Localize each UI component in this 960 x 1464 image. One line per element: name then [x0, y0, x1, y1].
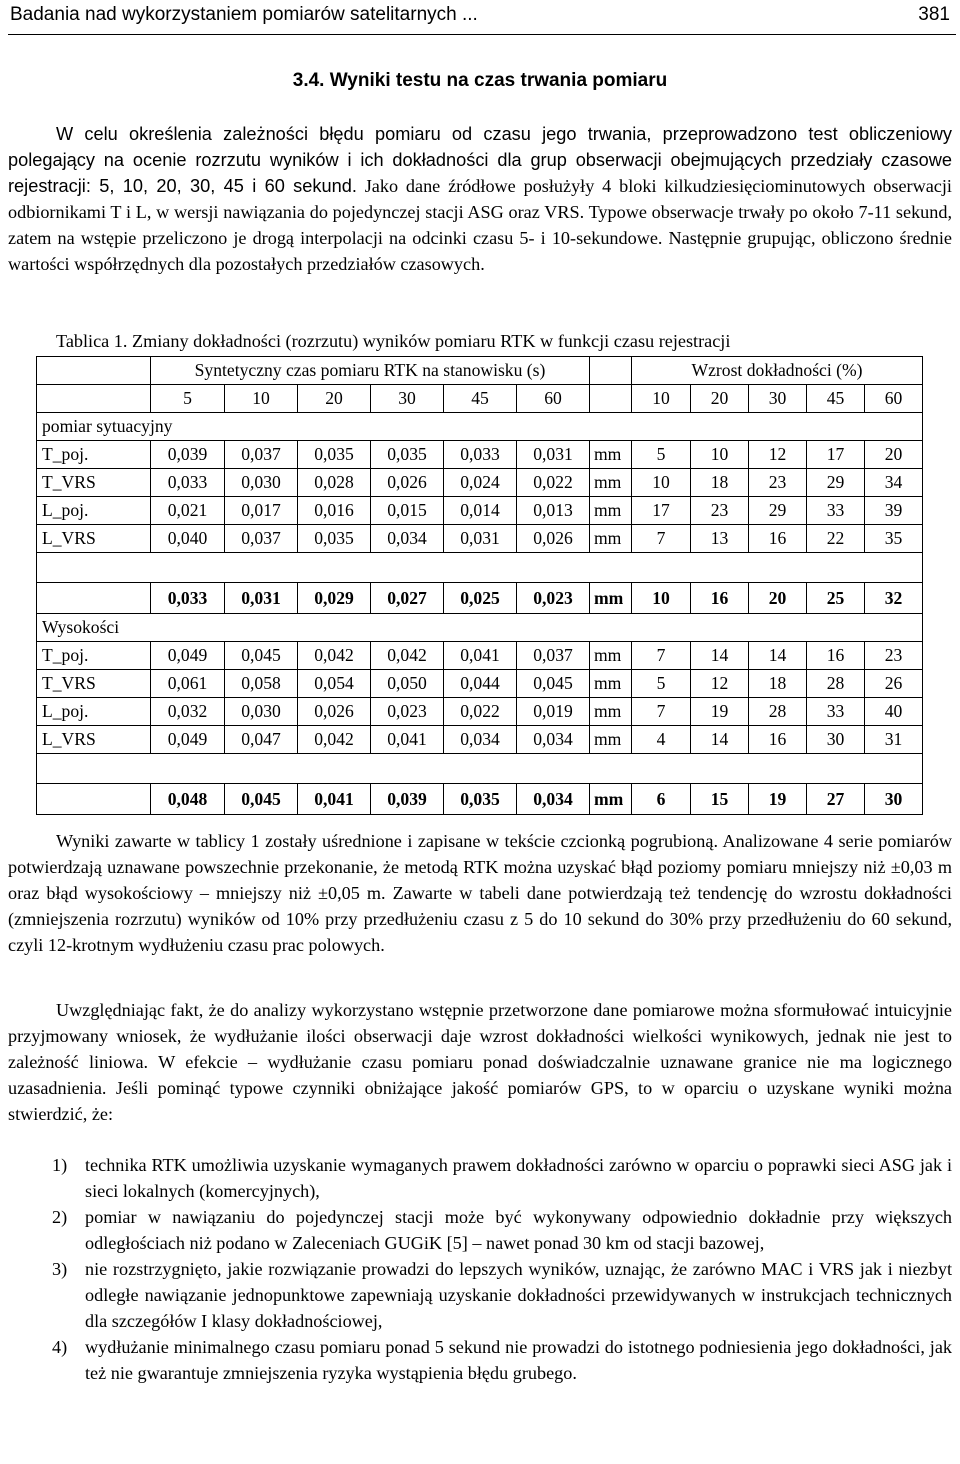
gain-cell: 13 — [691, 525, 749, 553]
list-item-number: 1) — [52, 1155, 68, 1175]
value-cell: 0,037 — [225, 525, 298, 553]
running-title: Badania nad wykorzystaniem pomiarów satelitarnych ... — [10, 4, 478, 25]
gain-cell: 28 — [749, 698, 807, 726]
average-value-cell: 0,035 — [444, 784, 517, 815]
column-header-time: 5 — [151, 385, 225, 413]
gain-cell: 5 — [632, 670, 691, 698]
value-cell: 0,021 — [151, 497, 225, 525]
table-row — [37, 670, 923, 698]
value-cell: 0,044 — [444, 670, 517, 698]
row-label: T_VRS — [37, 469, 151, 497]
value-cell: 0,026 — [298, 698, 371, 726]
table-caption: Tablica 1. Zmiany dokładności (rozrzutu) wyników pomiaru RTK w funkcji czasu rejestracji — [56, 331, 731, 351]
value-cell: 0,037 — [225, 441, 298, 469]
row-label: L_poj. — [37, 497, 151, 525]
gain-cell: 34 — [865, 469, 923, 497]
column-header-time: 20 — [298, 385, 371, 413]
unit-cell: mm — [590, 642, 632, 670]
average-gain-cell: 25 — [807, 583, 865, 614]
value-cell: 0,022 — [517, 469, 590, 497]
gain-cell: 28 — [807, 670, 865, 698]
list-item — [48, 1152, 952, 1204]
gain-cell: 33 — [807, 698, 865, 726]
column-header-time: 45 — [444, 385, 517, 413]
column-header-time: 30 — [371, 385, 444, 413]
list-item-number: 2) — [52, 1207, 68, 1227]
gain-cell: 23 — [691, 497, 749, 525]
value-cell: 0,041 — [371, 726, 444, 754]
value-cell: 0,016 — [298, 497, 371, 525]
value-cell: 0,031 — [517, 441, 590, 469]
gain-cell: 16 — [749, 726, 807, 754]
value-cell: 0,030 — [225, 698, 298, 726]
value-cell: 0,017 — [225, 497, 298, 525]
value-cell: 0,023 — [371, 698, 444, 726]
blank-row — [37, 754, 923, 784]
group-label: pomiar sytuacyjny — [37, 413, 225, 441]
page-number: 381 — [918, 4, 950, 25]
list-item-text: wydłużanie minimalnego czasu pomiaru ponad 5 sekund nie prowadzi do istotnego podniesienia jego dokładności, jak też nie gwarantuje zmniejszenia ryzyka wystąpienia błędu grubego. — [85, 1337, 952, 1383]
unit-cell: mm — [590, 525, 632, 553]
gain-cell: 18 — [749, 670, 807, 698]
gain-cell: 7 — [632, 525, 691, 553]
average-value-cell: 0,029 — [298, 583, 371, 614]
gain-cell: 23 — [865, 642, 923, 670]
table-row — [37, 726, 923, 754]
gain-cell: 7 — [632, 698, 691, 726]
section-title: 3.4. Wyniki testu na czas trwania pomiaru — [292, 70, 668, 91]
average-value-cell: 0,033 — [151, 583, 225, 614]
column-header-gain: 10 — [632, 385, 691, 413]
average-label-empty — [37, 784, 151, 815]
paragraph-intro — [8, 121, 952, 277]
row-label: L_VRS — [37, 525, 151, 553]
average-value-cell: 0,045 — [225, 784, 298, 815]
value-cell: 0,054 — [298, 670, 371, 698]
value-cell: 0,035 — [371, 441, 444, 469]
group-label: Wysokości — [37, 614, 225, 642]
list-item — [48, 1256, 952, 1334]
value-cell: 0,034 — [371, 525, 444, 553]
table-row — [37, 441, 923, 469]
unit-cell: mm — [590, 497, 632, 525]
gain-cell: 39 — [865, 497, 923, 525]
gain-cell: 18 — [691, 469, 749, 497]
average-value-cell: 0,041 — [298, 784, 371, 815]
list-item — [48, 1204, 952, 1256]
column-header-gain: 60 — [865, 385, 923, 413]
list-item-text: technika RTK umożliwia uzyskanie wymaganych prawem dokładności zarówno w oparciu o poprawki sieci ASG jak i sieci lokalnych (komercyjnych), — [85, 1155, 952, 1201]
value-cell: 0,028 — [298, 469, 371, 497]
gain-cell: 16 — [749, 525, 807, 553]
gain-cell: 7 — [632, 642, 691, 670]
header-unit-empty — [590, 385, 632, 413]
gain-cell: 14 — [691, 726, 749, 754]
value-cell: 0,030 — [225, 469, 298, 497]
table-row — [37, 497, 923, 525]
list-item-text: nie rozstrzygnięto, jakie rozwiązanie prowadzi do lepszych wyników, uznając, że zarówno MAC i VRS jak i niezbyt odległe nawiązanie jednopunktowe zapewniają uzyskanie dokładności przewidywanych w instrukcjach technicznych dla szczegółów I klasy dokładnościowej, — [85, 1259, 952, 1331]
value-cell: 0,037 — [517, 642, 590, 670]
average-value-cell: 0,031 — [225, 583, 298, 614]
value-cell: 0,024 — [444, 469, 517, 497]
list-item-text: pomiar w nawiązaniu do pojedynczej stacji może być wykonywany odpowiednio dokładnie przy większych odległościach niż podano w Zaleceniach GUGiK [5] – nawet ponad 30 km od stacji bazowej, — [85, 1207, 952, 1253]
header-unit-empty — [590, 357, 632, 385]
average-unit-cell: mm — [590, 784, 632, 815]
average-value-cell: 0,039 — [371, 784, 444, 815]
unit-cell: mm — [590, 726, 632, 754]
value-cell: 0,045 — [225, 642, 298, 670]
unit-cell: mm — [590, 469, 632, 497]
table-row — [37, 698, 923, 726]
value-cell: 0,033 — [151, 469, 225, 497]
gain-cell: 5 — [632, 441, 691, 469]
average-unit-cell: mm — [590, 583, 632, 614]
paragraph-conclusions: Uwzględniając fakt, że do analizy wykorzystano wstępnie przetworzone dane pomiarowe można sformułować intuicyjnie przyjmowany wniosek, że wydłużanie ilości obserwacji daje wzrost dokładności wielkości wynikowych, jednak nie jest to zależność liniowa. W efekcie – wydłużanie czasu pomiaru ponad doświadczalnie uznawane granice nie ma logicznego uzasadnienia. Jeśli pominąć typowe czynniki obniżające jakość pomiarów GPS, to w oparciu o uzyskane wyniki można stwierdzić, że: — [8, 1000, 952, 1124]
paragraph-intro-part2: Jako dane źródłowe posłużyły 4 bloki kilkudziesięciominutowych obserwacji odbiornikami T i L, w wersji nawiązania do pojedynczej stacji ASG oraz VRS. Typowe obserwacje trwały po około 7-11 sekund, zatem na wstępie przeliczono je drogą interpolacji na odcinki czasu 5- i 10-sekundowe. Następnie grupując, obliczono średnie wartości współrzędnych dla pozostałych przedziałów czasowych. — [8, 176, 952, 274]
value-cell: 0,026 — [517, 525, 590, 553]
value-cell: 0,031 — [444, 525, 517, 553]
gain-cell: 12 — [749, 441, 807, 469]
gain-cell: 26 — [865, 670, 923, 698]
value-cell: 0,040 — [151, 525, 225, 553]
average-gain-cell: 19 — [749, 784, 807, 815]
average-gain-cell: 32 — [865, 583, 923, 614]
value-cell: 0,014 — [444, 497, 517, 525]
gain-cell: 29 — [807, 469, 865, 497]
group-label-spacer — [225, 413, 923, 441]
gain-cell: 12 — [691, 670, 749, 698]
column-header-gain: 45 — [807, 385, 865, 413]
gain-cell: 31 — [865, 726, 923, 754]
value-cell: 0,045 — [517, 670, 590, 698]
value-cell: 0,034 — [444, 726, 517, 754]
average-gain-cell: 16 — [691, 583, 749, 614]
column-header-gain: 30 — [749, 385, 807, 413]
header-empty-cell — [37, 385, 151, 413]
gain-cell: 20 — [865, 441, 923, 469]
table-row — [37, 469, 923, 497]
value-cell: 0,042 — [298, 726, 371, 754]
table-row — [37, 642, 923, 670]
value-cell: 0,032 — [151, 698, 225, 726]
conclusions-list — [48, 1152, 952, 1386]
table-header-row — [37, 357, 923, 385]
gain-cell: 17 — [807, 441, 865, 469]
value-cell: 0,050 — [371, 670, 444, 698]
row-label: L_VRS — [37, 726, 151, 754]
value-cell: 0,033 — [444, 441, 517, 469]
row-label: T_poj. — [37, 642, 151, 670]
average-value-cell: 0,023 — [517, 583, 590, 614]
average-gain-cell: 6 — [632, 784, 691, 815]
group-label-row — [37, 413, 923, 441]
unit-cell: mm — [590, 698, 632, 726]
gain-cell: 10 — [691, 441, 749, 469]
gain-cell: 40 — [865, 698, 923, 726]
blank-row — [37, 553, 923, 583]
average-gain-cell: 15 — [691, 784, 749, 815]
value-cell: 0,049 — [151, 726, 225, 754]
header-time: Syntetyczny czas pomiaru RTK na stanowisku (s) — [151, 357, 590, 385]
unit-cell: mm — [590, 670, 632, 698]
paragraph-intro-part1: W celu określenia zależności błędu pomiaru od czasu jego trwania, przeprowadzono test obliczeniowy polegający na ocenie rozrzutu wyników i ich dokładności dla grup obserwacji obejmujących przedziały czasowe rejestracji: 5, 10, 20, 30, 45 i 60 sekund. — [8, 124, 952, 196]
gain-cell: 10 — [632, 469, 691, 497]
value-cell: 0,013 — [517, 497, 590, 525]
gain-cell: 19 — [691, 698, 749, 726]
average-gain-cell: 10 — [632, 583, 691, 614]
list-item-number: 4) — [52, 1337, 68, 1357]
column-header-time: 10 — [225, 385, 298, 413]
paragraph-results: Wyniki zawarte w tablicy 1 zostały uśrednione i zapisane w tekście czcionką pogrubioną. Analizowane 4 serie pomiarów potwierdzają uznawane powszechnie przekonanie, że metodą RTK można uzyskać błąd poziomy pomiaru mniejszy niż ±0,03 m oraz błąd wysokościowy – mniejszy niż ±0,05 m. Zawarte w tabeli dane potwierdzają też tendencję do wzrostu dokładności (zmniejszenia rozrzutu) wyników od 10% przy przedłużeniu czasu z 5 do 10 sekund do 30% przy przedłużeniu do 60 sekund, czyli 12-krotnym wydłużeniu czasu prac polowych. — [8, 831, 952, 955]
column-header-time: 60 — [517, 385, 590, 413]
average-row — [37, 784, 923, 815]
row-label: L_poj. — [37, 698, 151, 726]
blank-cell — [37, 754, 923, 784]
value-cell: 0,035 — [298, 525, 371, 553]
gain-cell: 14 — [691, 642, 749, 670]
table-row — [37, 525, 923, 553]
gain-cell: 22 — [807, 525, 865, 553]
gain-cell: 35 — [865, 525, 923, 553]
gain-cell: 16 — [807, 642, 865, 670]
average-gain-cell: 30 — [865, 784, 923, 815]
gain-cell: 4 — [632, 726, 691, 754]
value-cell: 0,047 — [225, 726, 298, 754]
average-label-empty — [37, 583, 151, 614]
header-empty-cell — [37, 357, 151, 385]
value-cell: 0,035 — [298, 441, 371, 469]
average-value-cell: 0,034 — [517, 784, 590, 815]
value-cell: 0,039 — [151, 441, 225, 469]
average-gain-cell: 27 — [807, 784, 865, 815]
value-cell: 0,019 — [517, 698, 590, 726]
blank-cell — [37, 553, 923, 583]
value-cell: 0,022 — [444, 698, 517, 726]
list-item — [48, 1334, 952, 1386]
gain-cell: 17 — [632, 497, 691, 525]
gain-cell: 29 — [749, 497, 807, 525]
gain-cell: 33 — [807, 497, 865, 525]
table-header-row — [37, 385, 923, 413]
value-cell: 0,042 — [298, 642, 371, 670]
value-cell: 0,058 — [225, 670, 298, 698]
value-cell: 0,026 — [371, 469, 444, 497]
gain-cell: 14 — [749, 642, 807, 670]
header-gain: Wzrost dokładności (%) — [632, 357, 923, 385]
value-cell: 0,042 — [371, 642, 444, 670]
gain-cell: 30 — [807, 726, 865, 754]
value-cell: 0,061 — [151, 670, 225, 698]
average-gain-cell: 20 — [749, 583, 807, 614]
column-header-gain: 20 — [691, 385, 749, 413]
group-label-spacer — [225, 614, 923, 642]
row-label: T_poj. — [37, 441, 151, 469]
value-cell: 0,041 — [444, 642, 517, 670]
value-cell: 0,049 — [151, 642, 225, 670]
results-table — [36, 356, 923, 815]
value-cell: 0,015 — [371, 497, 444, 525]
gain-cell: 23 — [749, 469, 807, 497]
group-label-row — [37, 614, 923, 642]
average-value-cell: 0,025 — [444, 583, 517, 614]
unit-cell: mm — [590, 441, 632, 469]
value-cell: 0,034 — [517, 726, 590, 754]
list-item-number: 3) — [52, 1259, 68, 1279]
page-header — [8, 0, 956, 35]
row-label: T_VRS — [37, 670, 151, 698]
average-value-cell: 0,048 — [151, 784, 225, 815]
average-value-cell: 0,027 — [371, 583, 444, 614]
average-row — [37, 583, 923, 614]
